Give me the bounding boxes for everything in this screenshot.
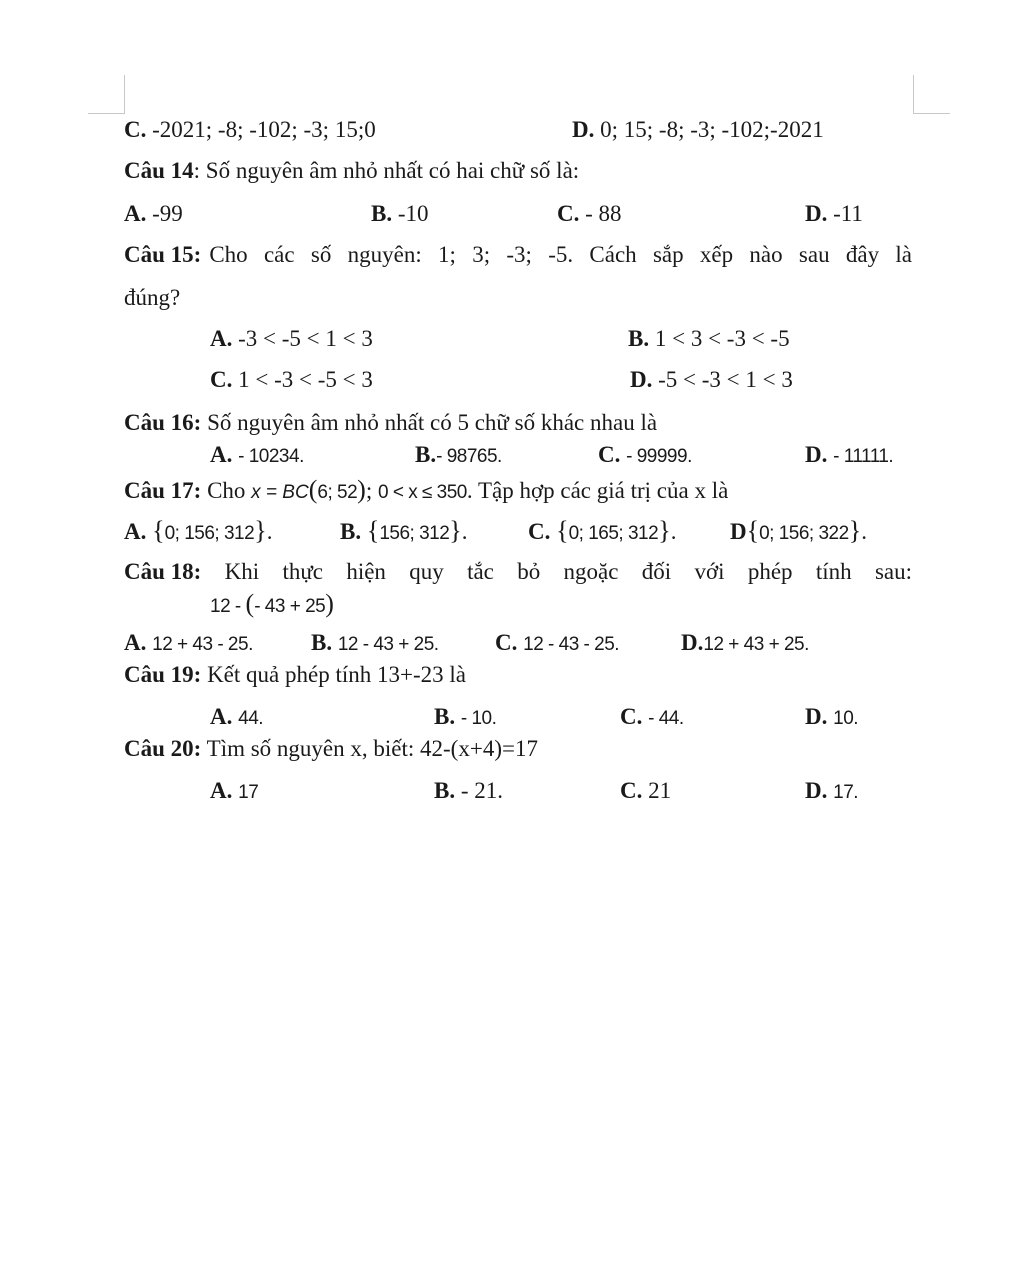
q18-option-b: B. 12 - 43 + 25. [311,630,439,655]
q16-option-c: C. - 99999. [598,442,692,467]
q20-option-b: B. - 21. [434,778,504,803]
q18-option-a: A. 12 + 43 - 25. [124,630,253,655]
q19-option-d: D. 10. [805,704,859,729]
q18-option-c: C. 12 - 43 - 25. [495,630,620,655]
q14-option-b: B. -10 [371,201,429,226]
q15-stem: Câu 15: Cho các số nguyên: 1; 3; -3; -5. Cách sắp xếp nào sau đây là [124,242,912,267]
q14-option-d: D. -11 [805,201,863,226]
q15-option-a: A. -3 < -5 < 1 < 3 [210,326,373,351]
q15-option-d: D. -5 < -3 < 1 < 3 [630,367,793,392]
q20-option-d: D. 17. [805,778,859,803]
q13-option-c: C. -2021; -8; -102; -3; 15;0 [124,117,376,142]
q17-option-d: D{0; 156; 322}. [730,516,867,545]
q16-option-d: D. - 11111. [805,442,894,467]
q16-stem: Câu 16: Số nguyên âm nhỏ nhất có 5 chữ số khác nhau là [124,410,658,435]
q14-stem: Câu 14: Số nguyên âm nhỏ nhất có hai chữ số là: [124,158,580,183]
q18-option-d: D.12 + 43 + 25. [681,630,809,655]
q16-option-a: A. - 10234. [210,442,304,467]
q18-expression: 12 - (- 43 + 25) [210,589,334,618]
q17-stem: Câu 17: Cho x = BC(6; 52); 0 < x ≤ 350. Tập hợp các giá trị của x là [124,475,729,504]
q20-option-c: C. 21 [620,778,672,803]
q14-option-c: C. - 88 [557,201,622,226]
q19-option-a: A. 44. [210,704,264,729]
q13-option-d: D. 0; 15; -8; -3; -102;-2021 [572,117,824,142]
q17-option-a: A. {0; 156; 312}. [124,516,273,545]
page-corner-mark-right [913,75,950,114]
q14-option-a: A. -99 [124,201,183,226]
q15-stem-cont: đúng? [124,285,181,310]
q17-option-b: B. {156; 312}. [340,516,468,545]
q16-option-b: B.- 98765. [415,442,502,467]
q17-option-c: C. {0; 165; 312}. [528,516,677,545]
q18-stem: Câu 18: Khi thực hiện quy tắc bỏ ngoặc đối với phép tính sau: [124,559,912,584]
q15-option-c: C. 1 < -3 < -5 < 3 [210,367,373,392]
q15-option-b: B. 1 < 3 < -3 < -5 [628,326,790,351]
page-corner-mark-left [88,75,125,114]
q20-stem: Câu 20: Tìm số nguyên x, biết: 42-(x+4)=17 [124,736,538,761]
q19-stem: Câu 19: Kết quả phép tính 13+-23 là [124,662,466,687]
q19-option-b: B. - 10. [434,704,497,729]
q20-option-a: A. 17 [210,778,259,803]
q19-option-c: C. - 44. [620,704,684,729]
